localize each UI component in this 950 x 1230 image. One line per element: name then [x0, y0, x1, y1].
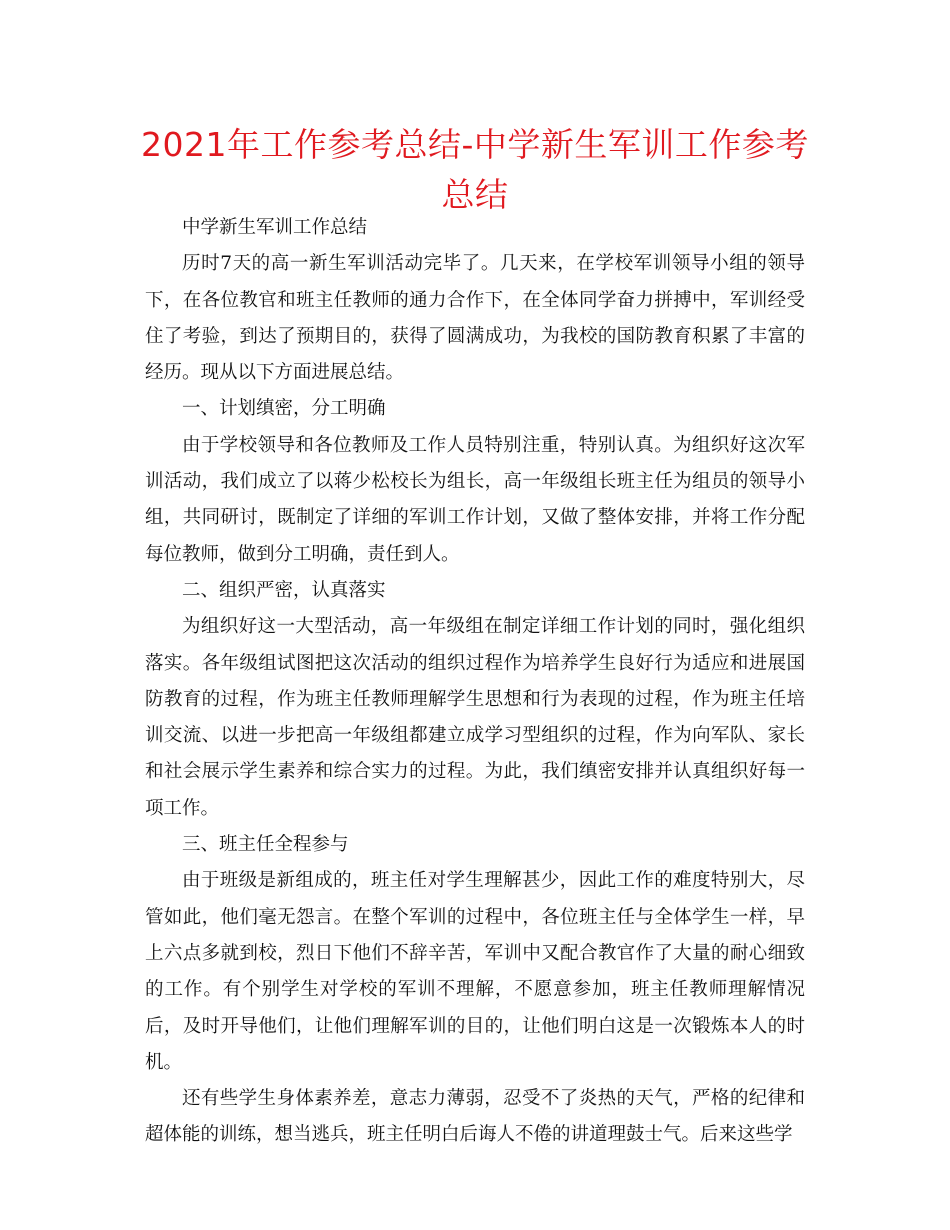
- document-title: 2021年工作参考总结-中学新生军训工作参考总结: [141, 125, 809, 214]
- section-heading: 二、组织严密，认真落实: [182, 579, 386, 601]
- body-paragraph: 为组织好这一大型活动，高一年级组在制定详细工作计划的同时，强化组织落实。各年级组试图把这次活动的组织过程作为培养学生良好行为适应和进展国防教育的过程，作为班主任教师理解学生思想和行为表现的过程，作为班主任培训交流、以进一步把高一年级组都建立成学习型组织的过程，作为向军队、家长和社会展示学生素养和综合实力的过程。为此，我们缜密安排并认真组织好每一项工作。: [145, 616, 805, 819]
- body-paragraph: 还有些学生身体素养差，意志力薄弱，忍受不了炎热的天气，严格的纪律和超体能的训练，想当逃兵，班主任明白后诲人不倦的讲道理鼓士气。后来这些学: [145, 1088, 805, 1146]
- section-heading: 三、班主任全程参与: [182, 834, 349, 856]
- document-body: [145, 210, 805, 1154]
- section-heading: 一、计划缜密，分工明确: [182, 398, 386, 420]
- intro-paragraph: 历时7天的高一新生军训活动完毕了。几天来，在学校军训领导小组的领导下，在各位教官和班主任教师的通力合作下，在全体同学奋力拼搏中，军训经受住了考验，到达了预期目的，获得了圆满成功，为我校的国防教育积累了丰富的经历。现从以下方面进展总结。: [145, 253, 805, 384]
- subtitle-paragraph: 中学新生军训工作总结: [182, 217, 368, 238]
- body-paragraph: 由于班级是新组成的，班主任对学生理解甚少，因此工作的难度特别大，尽管如此，他们毫无怨言。在整个军训的过程中，各位班主任与全体学生一样，早上六点多就到校，烈日下他们不辞辛苦，军训中又配合教官作了大量的耐心细致的工作。有个别学生对学校的军训不理解，不愿意参加，班主任教师理解情况后，及时开导他们，让他们理解军训的目的，让他们明白这是一次锻炼本人的时机。: [145, 870, 805, 1073]
- body-paragraph: 由于学校领导和各位教师及工作人员特别注重，特别认真。为组织好这次军训活动，我们成立了以蒋少松校长为组长，高一年级组长班主任为组员的领导小组，共同研讨，既制定了详细的军训工作计划，又做了整体安排，并将工作分配每位教师，做到分工明确，责任到人。: [145, 434, 805, 565]
